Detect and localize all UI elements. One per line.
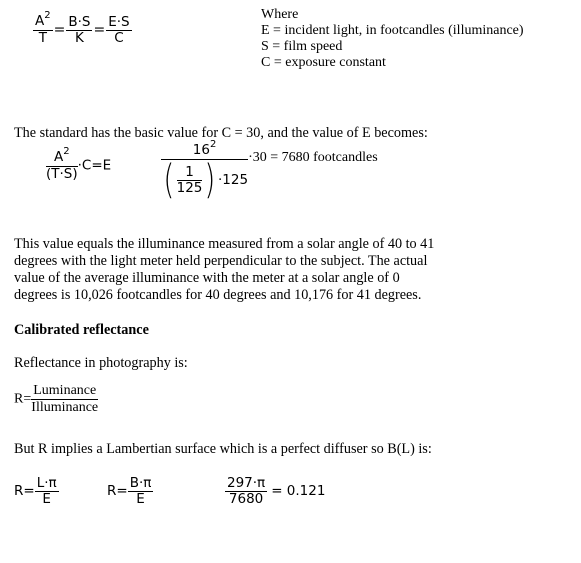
where-title: Where [261,7,299,22]
formula-reflectance: R= $\frac{\text{Luminance}}{\text{Illuminance}}$ [14,383,99,415]
where-line-c: C = exposure constant [261,55,386,70]
formula-computation: $16^2$ ( $\frac{1}{125}$ ) ·125 ·30 = 7680 footcandles [161,143,378,200]
where-line-e: E = incident light, in footcandles (illuminance) [261,23,524,38]
paragraph-standard-value: The standard has the basic value for C = 30, and the value of E becomes: [14,125,428,141]
section-heading: Calibrated reflectance [14,322,149,338]
where-block [261,7,524,71]
paragraph-solar-angle: This value equals the illuminance measured from a solar angle of 40 to 41 degrees with the light meter held perpendicular to the subject. The actual value of the average illuminance with the meter at a solar angle of 0 degrees is 10,026 footcandles for 40 degrees and 10,176 for 41 degrees. [14,236,435,303]
formula-exposure: $\frac{A^2}{T}$ = $\frac{B\cdot S}{K}$ = $\frac{E\cdot S}{C}$ [35,10,130,46]
right-paren: ) [204,157,216,203]
paragraph-lambertian: But R implies a Lambertian surface which is a perfect diffuser so B(L) is: [14,441,432,457]
formula-lambertian-1: R= $\frac{L\cdot\pi}{E}$ [14,475,57,507]
formula-lambertian-result: $\frac{297\cdot\pi}{7680}$ = 0.121 [227,475,326,507]
paragraph-reflectance-intro: Reflectance in photography is: [14,355,188,371]
formula-illuminance: $\frac{A^2}{(T\cdot S)}$ ·C=E [46,146,112,182]
where-line-s: S = film speed [261,39,343,54]
left-paren: ( [163,157,175,203]
formula-lambertian-2: R= $\frac{B\cdot\pi}{E}$ [107,475,152,507]
